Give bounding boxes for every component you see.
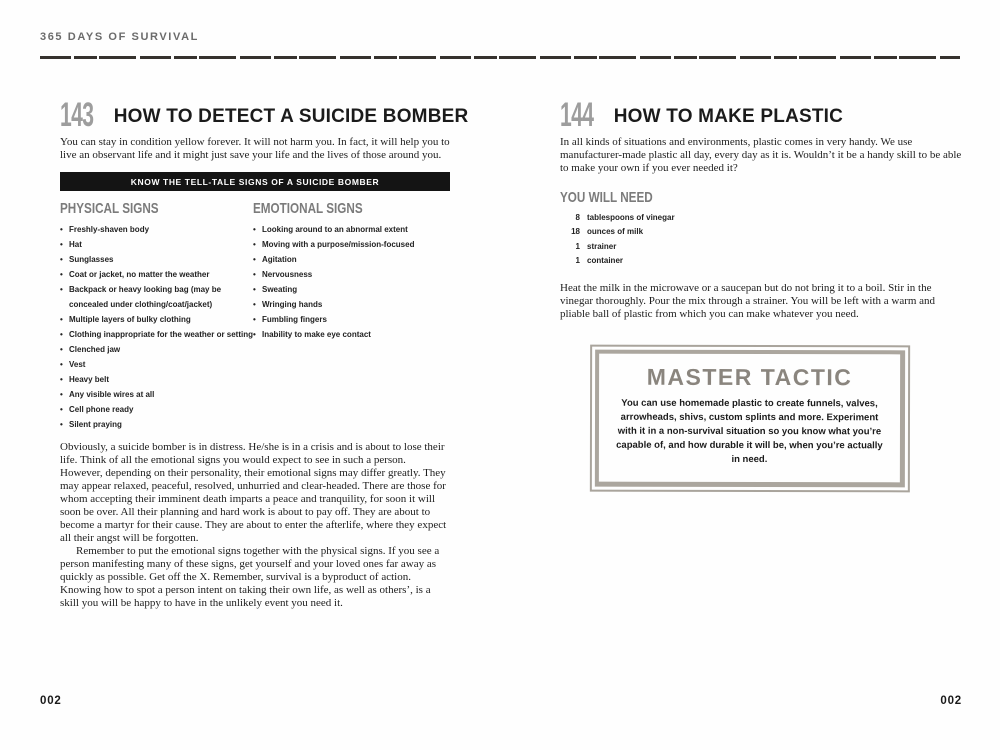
- right-article-heading: [560, 96, 962, 134]
- ingredient-row: [560, 240, 962, 255]
- page-number-right: 002: [940, 695, 962, 707]
- master-tactic-title: MASTER TACTIC: [646, 363, 853, 390]
- list-item: • Backpack or heavy looking bag (may be concealed under clothing/coat/jacket): [60, 282, 253, 312]
- instructions-paragraph: Heat the milk in the microwave or a saucepan but do not bring it to a boil. Stir in the vinegar thoroughly. Pour the mix through a strainer. You will be left with a warm and pliable ball of plastic from which you can make whatever you need.: [560, 281, 936, 320]
- list-item: • Wringing hands: [253, 297, 450, 312]
- list-item: • Inability to make eye contact: [253, 327, 450, 342]
- right-article: [560, 96, 962, 492]
- emotional-signs-heading: EMOTIONAL SIGNS: [253, 199, 363, 217]
- physical-signs-heading: PHYSICAL SIGNS: [60, 199, 159, 217]
- ingredients-list: [560, 211, 962, 269]
- master-tactic-body: You can use homemade plastic to create funnels, valves, arrowheads, shivs, custom splints and more. Experiment with it in a non-survival situation so you know what you’re capable of, and how durable it will be, when you’re actually in need.: [616, 397, 883, 465]
- header-rule: [40, 56, 960, 59]
- running-head: 365 DAYS OF SURVIVAL: [40, 31, 199, 43]
- master-tactic-frame: [595, 349, 905, 487]
- ingredient-qty: 8: [575, 212, 580, 222]
- list-item: • Multiple layers of bulky clothing: [60, 312, 253, 327]
- list-item: • Agitation: [253, 252, 450, 267]
- page-number-left: 002: [40, 695, 62, 707]
- list-item: • Silent praying: [60, 417, 253, 432]
- ingredient-qty: 18: [571, 227, 580, 237]
- list-item: • Freshly-shaven body: [60, 222, 253, 237]
- ingredient-name: strainer: [587, 241, 617, 251]
- ingredient-name: ounces of milk: [587, 227, 644, 237]
- right-article-number: 144: [560, 96, 594, 134]
- list-item: • Hat: [60, 237, 253, 252]
- master-tactic-box: [590, 344, 910, 492]
- body-paragraph: Remember to put the emotional signs together with the physical signs. If you see a person manifesting many of these signs, get yourself and your loved ones far away as quickly as possible. Get off the X. Remember, survival is a byproduct of action. Knowing how to spot a person intent on taking their own life, as well as others’, is a skill you will be happy to have in the unlikely event you need it.: [60, 544, 440, 609]
- left-article-heading: [60, 96, 469, 134]
- left-article-intro: You can stay in condition yellow forever. It will not harm you. In fact, it will help you to live an observant life and it might just save your life and the lives of those around you.: [60, 136, 450, 162]
- ingredient-name: container: [587, 256, 624, 266]
- ingredient-name: tablespoons of vinegar: [587, 212, 675, 222]
- right-article-title: HOW TO MAKE PLASTIC: [613, 106, 844, 127]
- ingredient-qty: 1: [575, 256, 580, 266]
- left-article: [60, 96, 469, 610]
- ingredient-qty: 1: [575, 241, 580, 251]
- list-item: • Heavy belt: [60, 372, 253, 387]
- list-item: • Nervousness: [253, 267, 450, 282]
- list-item: • Sweating: [253, 282, 450, 297]
- list-item: • Fumbling fingers: [253, 312, 450, 327]
- body-paragraph: Obviously, a suicide bomber is in distress. He/she is in a crisis and is about to lose their life. Think of all the emotional signs you would expect to see in such a person. However, depending on their personality, their emotional signs may differ greatly. They may appear relaxed, peaceful, resolved, unhurried and clear-headed. There are those for whom accepting their imminent death imparts a peace and tranquility, for soon it will soon be over. All their planning and hard work is about to pay off. They are about to become a martyr for their cause. They are about to enter the afterlife, where they expect all their angst will be forgotten.: [60, 440, 447, 544]
- ingredient-row: [560, 225, 962, 240]
- list-item: • Any visible wires at all: [60, 387, 253, 402]
- list-item: • Moving with a purpose/mission-focused: [253, 237, 450, 252]
- left-article-number: 143: [60, 96, 94, 134]
- ingredient-row: [560, 211, 962, 226]
- list-item: • Cell phone ready: [60, 402, 253, 417]
- physical-signs-list: [60, 222, 253, 432]
- ingredient-row: [560, 254, 962, 269]
- list-item: • Clothing inappropriate for the weather or setting: [60, 327, 253, 342]
- emotional-signs-column: [253, 200, 450, 432]
- right-article-intro: In all kinds of situations and environments, plastic comes in very handy. We use manufacturer-made plastic all day, every day as it is. Wouldn’t it be a handy skill to be able to make your own if you ever needed it?: [560, 136, 962, 175]
- list-item: • Looking around to an abnormal extent: [253, 222, 450, 237]
- you-will-need-heading: YOU WILL NEED: [560, 188, 653, 206]
- physical-signs-column: [60, 200, 253, 432]
- signs-banner: KNOW THE TELL-TALE SIGNS OF A SUICIDE BOMBER: [60, 172, 450, 191]
- signs-grid: [60, 200, 450, 432]
- list-item: • Coat or jacket, no matter the weather: [60, 267, 253, 282]
- list-item: • Clenched jaw: [60, 342, 253, 357]
- left-article-title: HOW TO DETECT A SUICIDE BOMBER: [113, 106, 469, 127]
- left-article-body: [60, 441, 450, 610]
- list-item: • Vest: [60, 357, 253, 372]
- emotional-signs-list: [253, 222, 450, 342]
- list-item: • Sunglasses: [60, 252, 253, 267]
